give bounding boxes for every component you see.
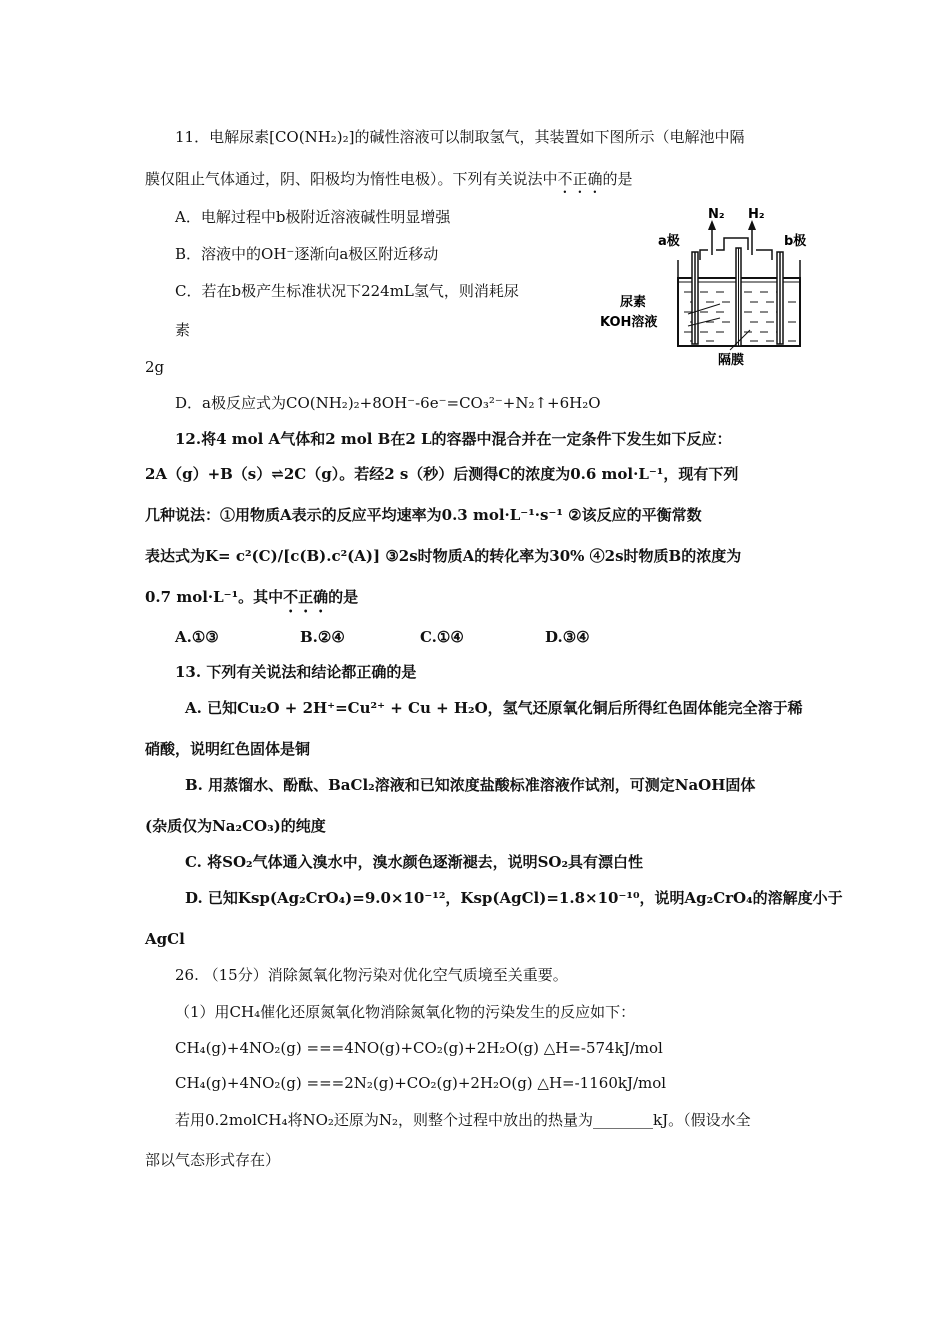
q12-line3: 几种说法：①用物质A表示的反应平均速率为0.3 mol·L⁻¹·s⁻¹ ②该反应的平衡常数 xyxy=(145,506,702,524)
electrolysis-apparatus-diagram xyxy=(600,200,810,370)
q13-stem: 13. 下列有关说法和结论都正确的是 xyxy=(175,663,417,681)
q12-option-a: A.①③ xyxy=(175,628,219,646)
q26-question-line1: 若用0.2molCH₄将NO₂还原为N₂，则整个过程中放出的热量为________kJ。（假设水全 xyxy=(175,1111,751,1129)
label-a-pole: a极 xyxy=(658,234,680,249)
q26-question-line2: 部以气态形式存在） xyxy=(145,1151,281,1169)
q12-option-c: C.①④ xyxy=(420,628,464,646)
q26-stem: 26. （15分）消除氮氧化物污染对优化空气质境至关重要。 xyxy=(175,966,568,984)
label-h2: H₂ xyxy=(748,207,765,222)
q12-option-d: D.③④ xyxy=(545,628,590,646)
label-urea: 尿素 xyxy=(620,295,647,310)
q11-stem-line2: 膜仅阻止气体通过，阴、阳极均为惰性电极）。下列有关说法中不正确的是 xyxy=(145,170,633,188)
q11-option-c-line2: 素 xyxy=(175,321,191,339)
q12-line5: 0.7 mol·L⁻¹。其中不正确的是 xyxy=(145,588,359,606)
q11-option-d: D．a极反应式为CO(NH₂)₂+8OH⁻-6e⁻=CO₃²⁻+N₂↑+6H₂O xyxy=(175,394,601,412)
q13-option-a-line2: 硝酸，说明红色固体是铜 xyxy=(145,740,311,758)
q11-option-a: A．电解过程中b极附近溶液碱性明显增强 xyxy=(175,208,451,226)
q12-line4: 表达式为K= c²(C)/[c(B).c²(A)] ③2s时物质A的转化率为30% ④2s时物质B的浓度为 xyxy=(145,547,742,565)
q11-option-b: B．溶液中的OH⁻逐渐向a极区附近移动 xyxy=(175,245,439,263)
label-koh-solution: KOH溶液 xyxy=(600,315,658,330)
q11-option-c-line1: C．若在b极产生标准状况下224mL氢气，则消耗尿 xyxy=(175,282,519,300)
label-membrane: 隔膜 xyxy=(718,353,745,368)
label-b-pole: b极 xyxy=(784,234,807,249)
q12-line1: 12.将4 mol A气体和2 mol B在2 L的容器中混合并在一定条件下发生如下反应： xyxy=(175,430,732,448)
q13-option-d-line2: AgCl xyxy=(145,930,185,948)
q26-equation2: CH₄(g)+4NO₂(g) ===2N₂(g)+CO₂(g)+2H₂O(g) △H=-1160kJ/mol xyxy=(175,1074,667,1092)
label-n2: N₂ xyxy=(708,207,725,222)
q26-part1: （1）用CH₄催化还原氮氧化物消除氮氧化物的污染发生的反应如下： xyxy=(175,1003,636,1021)
q11-option-c-line3: 2g xyxy=(145,358,165,376)
q13-option-b-line2: (杂质仅为Na₂CO₃)的纯度 xyxy=(145,817,326,835)
q13-option-a-line1: A. 已知Cu₂O + 2H⁺=Cu²⁺ + Cu + H₂O，氢气还原氧化铜后所得红色固体能完全溶于稀 xyxy=(185,699,803,717)
q12-option-b: B.②④ xyxy=(300,628,345,646)
q13-option-c: C. 将SO₂气体通入溴水中，溴水颜色逐渐褪去，说明SO₂具有漂白性 xyxy=(185,853,644,871)
q26-equation1: CH₄(g)+4NO₂(g) ===4NO(g)+CO₂(g)+2H₂O(g) △H=-574kJ/mol xyxy=(175,1039,663,1057)
q11-stem-line1: 11．电解尿素[CO(NH₂)₂]的碱性溶液可以制取氢气，其装置如下图所示（电解池中隔 xyxy=(175,128,745,146)
q12-line2: 2A（g）+B（s）⇌2C（g）。若经2 s（秒）后测得C的浓度为0.6 mol·L⁻¹，现有下列 xyxy=(145,465,739,483)
q13-option-b-line1: B. 用蒸馏水、酚酞、BaCl₂溶液和已知浓度盐酸标准溶液作试剂，可测定NaOH固体 xyxy=(185,776,756,794)
q13-option-d-line1: D. 已知Ksp(Ag₂CrO₄)=9.0×10⁻¹²，Ksp(AgCl)=1.8×10⁻¹⁰，说明Ag₂CrO₄的溶解度小于 xyxy=(185,889,843,907)
